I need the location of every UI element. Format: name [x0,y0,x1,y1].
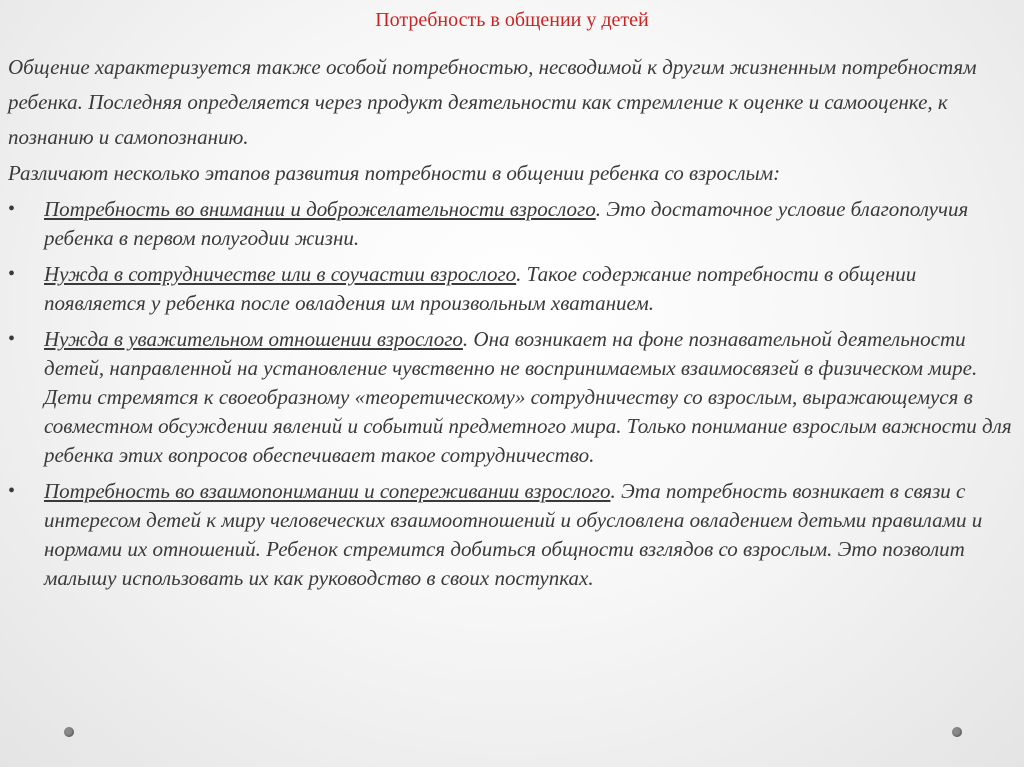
stage-heading: Потребность во внимании и доброжелательности взрослого [44,197,596,221]
intro-paragraph: Общение характеризуется также особой потребностью, несводимой к другим жизненным потребностям ребенка. Последняя определяется через продукт деятельности как стремление к оценке и самооценке, к познанию и самопознанию. [8,55,977,149]
decorative-dot-icon [64,727,74,737]
slide-title: Потребность в общении у детей [375,9,649,31]
stage-text: . Такое содержание потребности в общении появляется у ребенка после овладения им произвольным хватанием. [44,262,917,315]
list-item [8,260,1013,318]
stages-list [8,195,1013,600]
list-item [8,325,1013,470]
list-item [8,477,1013,593]
stage-text: . Это достаточное условие благополучия ребенка в первом полугодии жизни. [44,197,969,250]
bullet-icon: • [8,480,16,502]
stage-heading: Потребность во взаимопонимании и сопереживании взрослого [44,479,611,503]
stage-heading: Нужда в сотрудничестве или в соучастии взрослого [44,262,517,286]
lead-paragraph: Различают несколько этапов развития потребности в общении ребенка со взрослым: [8,161,781,185]
bullet-icon: • [8,263,16,285]
decorative-dot-icon [952,727,962,737]
bullet-icon: • [8,198,16,220]
stage-text: . Эта потребность возникает в связи с интересом детей к миру человеческих взаимоотношений и обусловлена овладением детьми правилами и нормами их отношений. Ребенок стремится добиться общности взглядов со взрослым. Это позволит малышу использовать их как руководство в своих поступках. [44,479,983,590]
bullet-icon: • [8,328,16,350]
list-item [8,195,1013,253]
stage-text: . Она возникает на фоне познавательной деятельности детей, направленной на установление чувственно не воспринимаемых взаимосвязей в физическом мире. Дети стремятся к своеобразному «теоретическому» сотрудничеству со взрослым, выражающемуся в совместном обсуждении явлений и событий предметного мира. Только понимание взрослым важности для ребенка этих вопросов обеспечивает такое сотрудничество. [44,327,1012,467]
stage-heading: Нужда в уважительном отношении взрослого [44,327,463,351]
